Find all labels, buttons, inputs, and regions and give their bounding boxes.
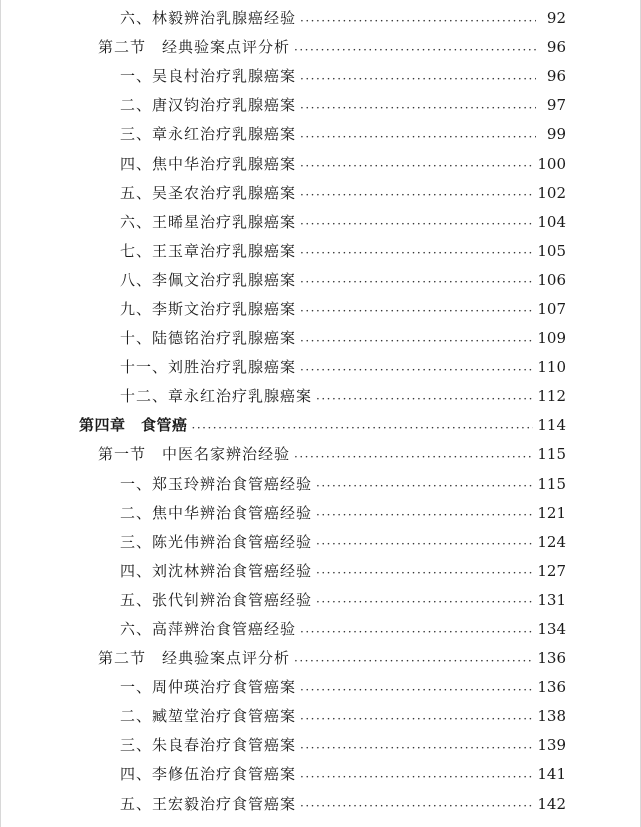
toc-entry-title: 七、王玉章治疗乳腺癌案 [120,241,297,260]
toc-page-number: 127 [537,561,566,580]
toc-page-number: 136 [537,678,566,697]
toc-entry-title: 一、周仲瑛治疗食管癌案 [120,678,297,697]
toc-entry-title: 九、李斯文治疗乳腺癌案 [120,299,297,318]
toc-page-number: 121 [537,503,566,522]
toc-page-number: 124 [537,532,566,551]
toc-item-entry[interactable] [1,615,641,644]
toc-page-number: 96 [546,38,566,57]
toc-page-number: 134 [537,620,566,639]
toc-entry-title: 十一、刘胜治疗乳腺癌案 [120,358,297,377]
toc-leader-dots [316,538,533,550]
toc-item-entry[interactable] [1,324,641,353]
toc-page-number: 106 [537,270,566,289]
toc-leader-dots [300,218,533,230]
toc-entry-title: 三、章永红治疗乳腺癌案 [120,125,297,144]
toc-page-number: 131 [537,590,566,609]
toc-item-entry[interactable] [1,120,641,149]
toc-section-entry[interactable] [1,644,641,673]
toc-item-entry[interactable] [1,295,641,324]
toc-item-entry[interactable] [1,499,641,528]
toc-entry-title: 二、臧堃堂治疗食管癌案 [120,707,297,726]
toc-page-number: 141 [537,765,566,784]
toc-page-number: 102 [537,183,566,202]
toc-page-number: 139 [537,736,566,755]
toc-page-number: 104 [537,212,566,231]
toc-section-entry[interactable] [1,33,641,62]
toc-page-number: 136 [537,649,566,668]
toc-item-entry[interactable] [1,528,641,557]
toc-leader-dots [316,567,533,579]
toc-page-number: 112 [537,387,566,406]
toc-item-entry[interactable] [1,149,641,178]
toc-entry-title: 五、王宏毅治疗食管癌案 [120,794,297,813]
toc-leader-dots [294,44,536,56]
toc-item-entry[interactable] [1,557,641,586]
toc-entry-title: 一、吴良村治疗乳腺癌案 [120,67,297,86]
toc-leader-dots [300,305,533,317]
toc-entry-title: 第二节 经典验案点评分析 [98,38,291,57]
toc-item-entry[interactable] [1,586,641,615]
toc-leader-dots [300,742,533,754]
toc-leader-dots [300,364,533,376]
toc-leader-dots [300,626,533,638]
toc-page-number: 138 [537,707,566,726]
toc-entry-title: 十、陆德铭治疗乳腺癌案 [120,329,297,348]
toc-leader-dots [300,684,533,696]
toc-chapter-entry[interactable] [1,411,641,440]
toc-section-entry[interactable] [1,440,641,469]
toc-entry-title: 十二、章永红治疗乳腺癌案 [120,387,313,406]
toc-item-entry[interactable] [1,179,641,208]
toc-item-entry[interactable] [1,731,641,760]
toc-leader-dots [316,509,533,521]
toc-page-number: 107 [537,299,566,318]
toc-page-number: 92 [546,9,566,28]
toc-page-number: 99 [546,125,566,144]
toc-item-entry[interactable] [1,470,641,499]
table-of-contents [1,4,641,819]
toc-entry-title: 四、李修伍治疗食管癌案 [120,765,297,784]
toc-entry-title: 三、朱良春治疗食管癌案 [120,736,297,755]
toc-entry-title: 三、陈光伟辨治食管癌经验 [120,532,313,551]
toc-item-entry[interactable] [1,673,641,702]
toc-entry-title: 八、李佩文治疗乳腺癌案 [120,270,297,289]
toc-leader-dots [294,451,533,463]
toc-page-number: 110 [537,358,566,377]
toc-entry-title: 第二节 经典验案点评分析 [98,649,291,668]
toc-item-entry[interactable] [1,237,641,266]
toc-entry-title: 四、焦中华治疗乳腺癌案 [120,154,297,173]
toc-entry-title: 二、唐汉钧治疗乳腺癌案 [120,96,297,115]
toc-leader-dots [300,247,533,259]
toc-leader-dots [316,480,533,492]
toc-item-entry[interactable] [1,382,641,411]
toc-item-entry[interactable] [1,91,641,120]
toc-leader-dots [300,800,533,812]
toc-item-entry[interactable] [1,62,641,91]
toc-page-number: 100 [537,154,566,173]
toc-page-number: 114 [537,416,566,435]
toc-page-number: 142 [537,794,566,813]
toc-item-entry[interactable] [1,790,641,819]
toc-leader-dots [316,393,533,405]
toc-leader-dots [300,713,533,725]
toc-entry-title: 二、焦中华辨治食管癌经验 [120,503,313,522]
toc-page-number: 109 [537,329,566,348]
toc-leader-dots [300,160,533,172]
toc-item-entry[interactable] [1,760,641,789]
toc-leader-dots [300,102,536,114]
toc-entry-title: 五、张代钊辨治食管癌经验 [120,590,313,609]
toc-entry-title: 六、林毅辨治乳腺癌经验 [120,9,297,28]
toc-leader-dots [192,422,534,434]
toc-leader-dots [300,771,533,783]
toc-item-entry[interactable] [1,266,641,295]
toc-page-number: 115 [537,445,566,464]
toc-item-entry[interactable] [1,208,641,237]
toc-entry-title: 四、刘沈林辨治食管癌经验 [120,561,313,580]
toc-entry-title: 六、高萍辨治食管癌经验 [120,620,297,639]
toc-leader-dots [300,73,536,85]
toc-item-entry[interactable] [1,702,641,731]
toc-page-number: 105 [537,241,566,260]
toc-entry-title: 第四章 食管癌 [79,416,188,435]
toc-item-entry[interactable] [1,4,641,33]
toc-leader-dots [316,596,533,608]
toc-page-number: 115 [537,474,566,493]
toc-entry-title: 五、吴圣农治疗乳腺癌案 [120,183,297,202]
toc-leader-dots [300,335,533,347]
toc-item-entry[interactable] [1,353,641,382]
toc-page-number: 97 [546,96,566,115]
toc-entry-title: 第一节 中医名家辨治经验 [98,445,291,464]
toc-leader-dots [300,189,533,201]
toc-leader-dots [300,276,533,288]
toc-entry-title: 一、郑玉玲辨治食管癌经验 [120,474,313,493]
toc-leader-dots [294,655,533,667]
toc-leader-dots [300,131,536,143]
toc-leader-dots [300,15,536,27]
toc-entry-title: 六、王晞星治疗乳腺癌案 [120,212,297,231]
toc-page-number: 96 [546,67,566,86]
